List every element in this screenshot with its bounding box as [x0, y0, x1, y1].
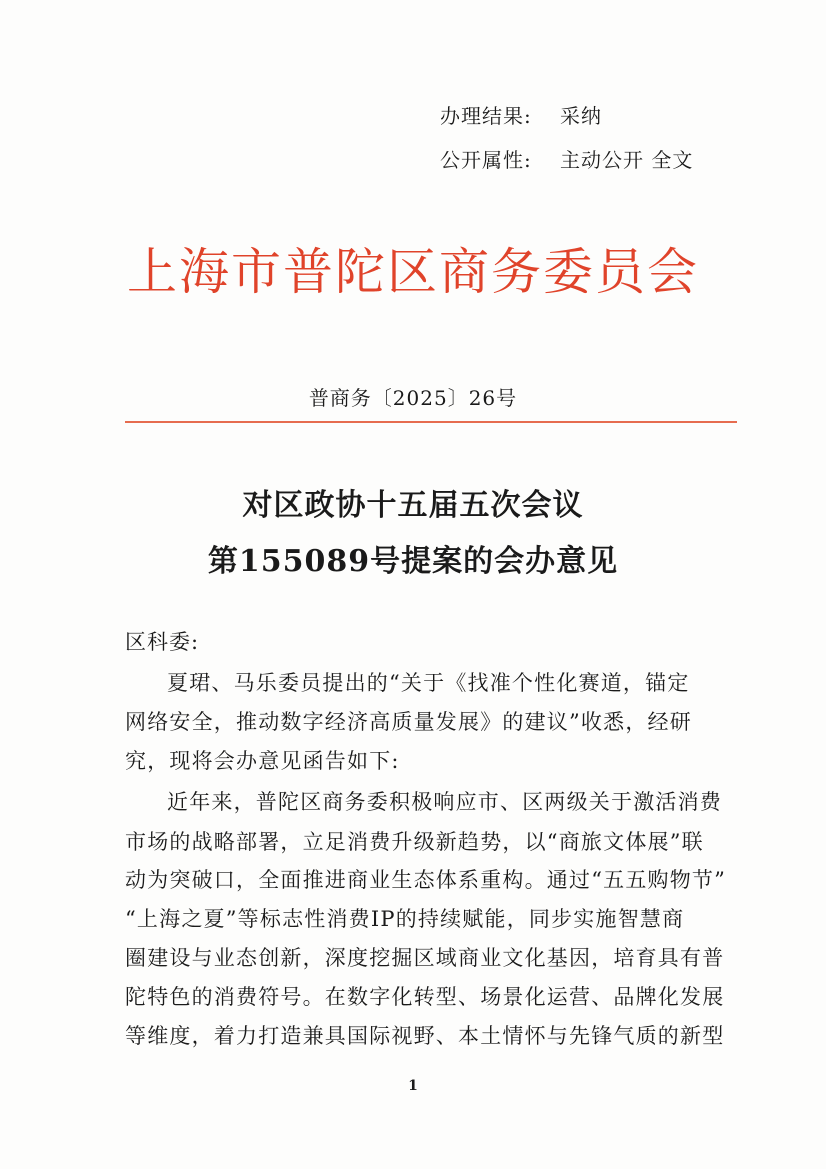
handling-result-label: 办理结果:: [440, 104, 532, 128]
body-line: 动为突破口，全面推进商业生态体系重构。通过“五五购物节”: [125, 868, 727, 892]
body-line: 市场的战略部署，立足消费升级新趋势，以“商旅文体展”联: [125, 830, 704, 854]
document-number: 普商务〔2025〕26号: [308, 386, 518, 410]
salutation: 区科委:: [125, 630, 200, 654]
handling-result-value: 采纳: [560, 104, 602, 128]
body-line: 究，现将会办意见函告如下:: [125, 749, 400, 773]
disclosure-value: 主动公开 全文: [560, 148, 694, 172]
body-line: 等维度，着力打造兼具国际视野、本土情怀与先锋气质的新型: [125, 1024, 725, 1048]
handling-result-row: [440, 100, 602, 129]
body-line: “上海之夏”等标志性消费IP的持续赋能，同步实施智慧商: [125, 907, 685, 931]
body-line: 陀特色的消费符号。在数字化转型、场景化运营、品牌化发展: [125, 985, 725, 1009]
disclosure-row: [440, 144, 693, 173]
red-divider: [125, 421, 737, 423]
body-line: 圈建设与业态创新，深度挖掘区域商业文化基因，培育具有普: [125, 946, 725, 970]
document-title-line-2: 第155089号提案的会办意见: [207, 544, 619, 579]
disclosure-label: 公开属性:: [440, 148, 532, 172]
body-line: 近年来，普陀区商务委积极响应市、区两级关于激活消费: [167, 790, 722, 814]
issuer-heading: 上海市普陀区商务委员会: [127, 243, 699, 301]
body-line: 夏珺、马乐委员提出的“关于《找准个性化赛道，锚定: [167, 671, 690, 695]
page-number: 1: [408, 1078, 418, 1094]
body-line: 网络安全，推动数字经济高质量发展》的建议”收悉，经研: [125, 710, 692, 734]
document-title-line-1: 对区政协十五届五次会议: [242, 488, 584, 523]
